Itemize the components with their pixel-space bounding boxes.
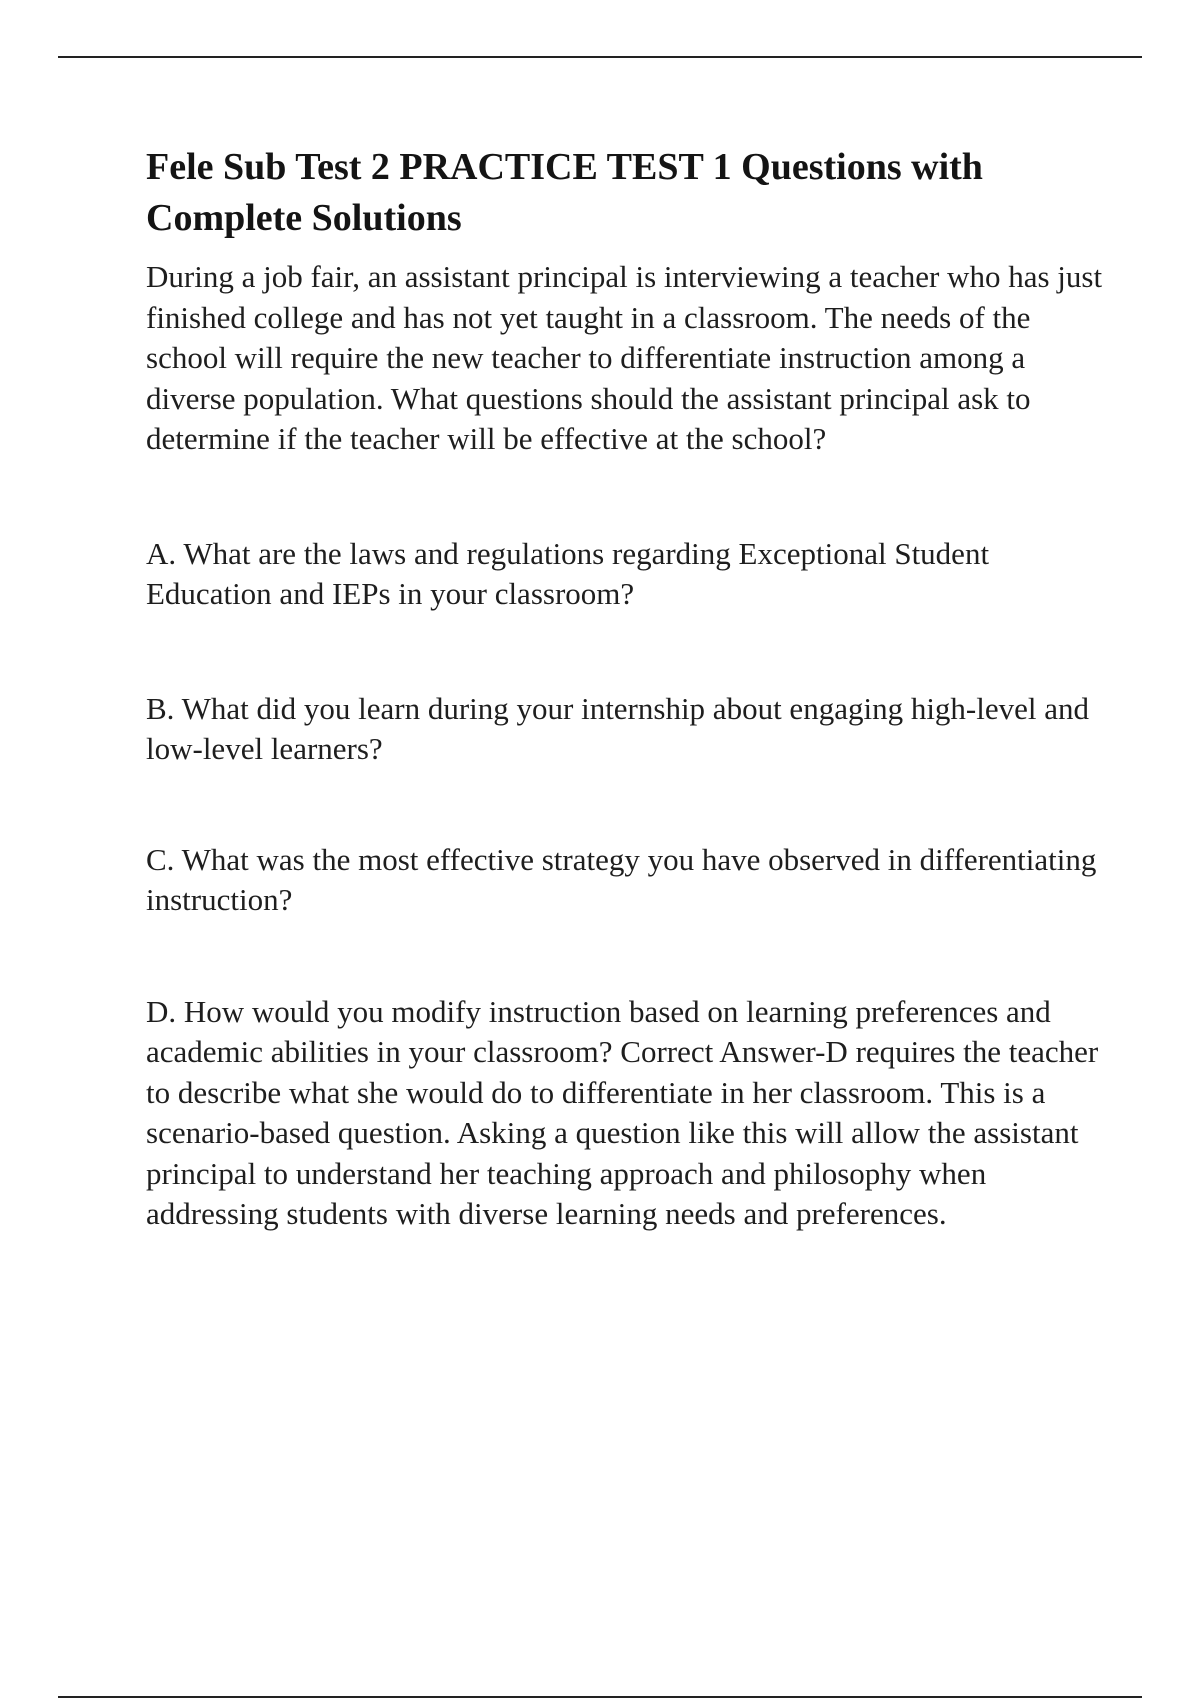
- question-text: During a job fair, an assistant principal is interviewing a teacher who has just finished college and has not yet taught in a classroom. The needs of the school will require the new teacher to differentiate instruction among a diverse population. What questions should the assistant principal ask to determine if the teacher will be effective at the school?: [146, 259, 1103, 456]
- document-title: Fele Sub Test 2 PRACTICE TEST 1 Questions with Complete Solutions: [146, 146, 983, 239]
- footer-rule: [58, 1696, 1142, 1698]
- answer-option-b: B. What did you learn during your internship about engaging high-level and low-level learners?: [146, 690, 1090, 766]
- answer-option-a: A. What are the laws and regulations regarding Exceptional Student Education and IEPs in your classroom?: [146, 535, 990, 611]
- answer-option-c: C. What was the most effective strategy you have observed in differentiating instruction?: [146, 841, 1097, 917]
- answer-option-d-with-solution: D. How would you modify instruction based on learning preferences and academic abilities in your classroom? Correct Answer-D requires the teacher to describe what she would do to differentiate in her classroom. This is a scenario-based question. Asking a question like this will allow the assistant principal to understand her teaching approach and philosophy when addressing students with diverse learning needs and preferences.: [146, 993, 1099, 1231]
- document-body: [146, 142, 1106, 1235]
- header-rule: [58, 56, 1142, 58]
